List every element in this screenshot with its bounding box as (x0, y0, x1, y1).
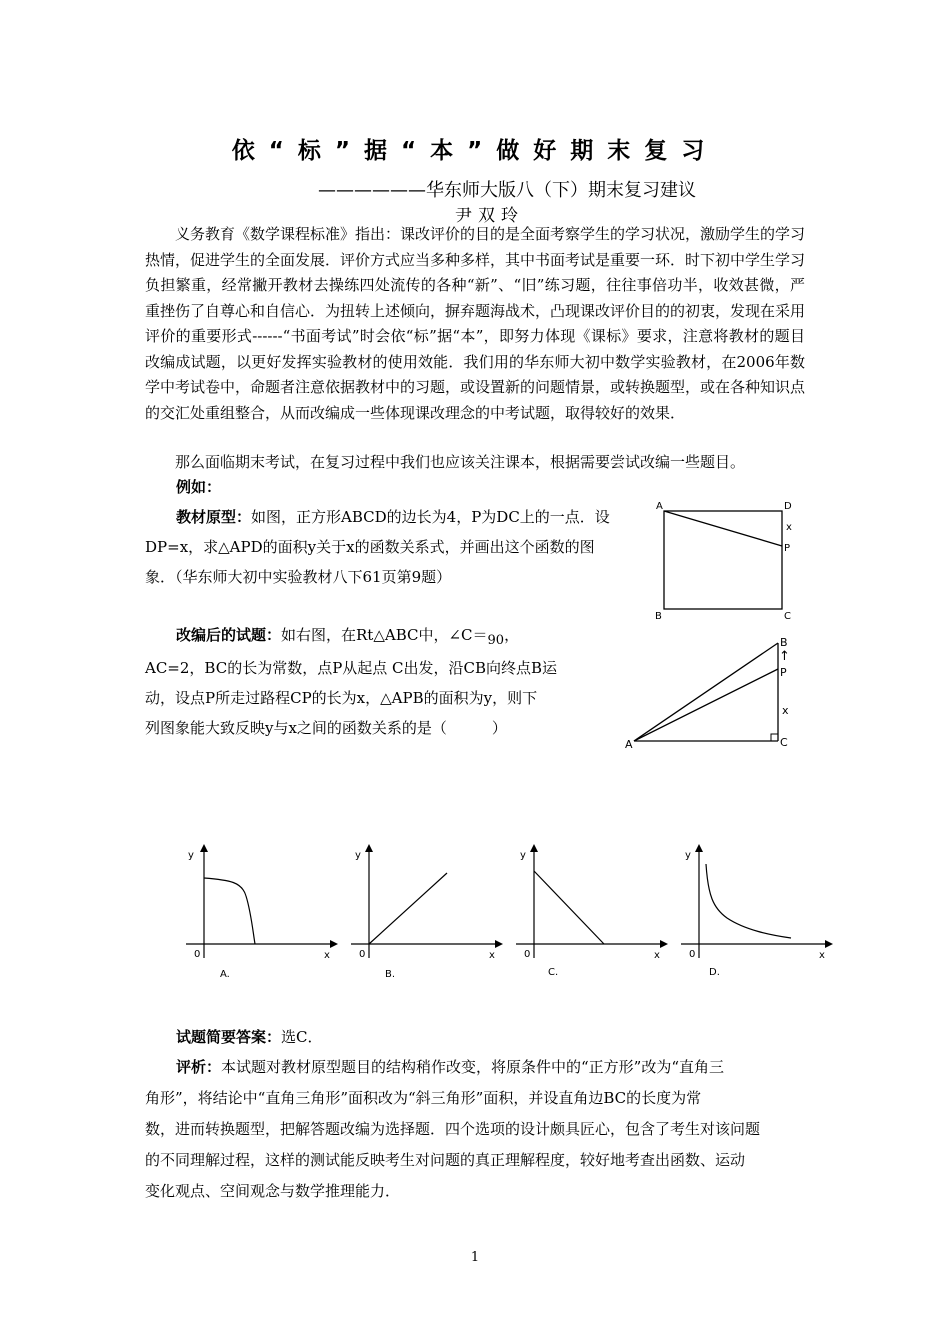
segment-ap (664, 511, 782, 546)
x-axis-arrow-icon (495, 940, 503, 948)
analysis-line-4: 的不同理解过程，这样的测试能反映考生对问题的真正理解程度，较好地考查出函数、运动 (145, 1151, 746, 1169)
textbook-label: 教材原型： (176, 508, 252, 526)
x-label: x (819, 950, 825, 961)
textbook-line-3: 象．（华东师大初中实验教材八下61页第9题） (145, 568, 452, 586)
option-d-graph (675, 840, 835, 985)
adapted-line-1 (176, 623, 519, 649)
x-axis-arrow-icon (825, 940, 833, 948)
square-abcd (664, 511, 782, 609)
adapted-line-3: 动，设点P所走过路程CP的长为x，△APB的面积为y，则下 (145, 689, 538, 707)
adapted-text-1-end: ， (504, 626, 520, 644)
answer-text: 选C． (281, 1028, 323, 1046)
label-c: C (780, 736, 788, 749)
y-axis-arrow-icon (365, 844, 373, 852)
adapted-text-1: 如右图，在Rt△ABC中，∠C＝ (281, 626, 488, 644)
analysis-line-2: 角形”，将结论中“直角三角形”面积改为“斜三角形”面积，并设直角边BC的长度为常 (145, 1089, 702, 1107)
y-label: y (685, 850, 691, 861)
graph-curve (706, 864, 791, 938)
origin-label: 0 (689, 949, 696, 960)
y-label: y (355, 850, 361, 861)
analysis-line-1 (176, 1055, 724, 1080)
y-label: y (520, 850, 526, 861)
author: 尹双玲 (455, 206, 524, 226)
page-number: 1 (470, 1250, 480, 1265)
adapted-line-2: AC=2，BC的长为常数，点P从起点 C出发，沿CB向终点B运 (145, 659, 558, 677)
origin-label: 0 (194, 949, 201, 960)
analysis-text-1: 本试题对教材原型题目的结构稍作改变，将原条件中的“正方形”改为“直角三 (221, 1058, 725, 1076)
textbook-line-2: DP=x，求△APD的面积y关于x的函数关系式，并画出这个函数的图 (145, 538, 595, 556)
x-axis-arrow-icon (660, 940, 668, 948)
arrow-up-icon: ↑ (779, 649, 790, 664)
textbook-text-1: 如图，正方形ABCD的边长为4，P为DC上的一点．设 (251, 508, 610, 526)
label-b: B (780, 636, 788, 649)
right-angle-mark (771, 734, 778, 741)
answer-line (176, 1025, 323, 1050)
graph-line (534, 871, 604, 944)
triangle-figure (620, 632, 800, 752)
answer-label: 试题简要答案： (176, 1028, 282, 1046)
option-c-graph (510, 840, 670, 985)
graph-line (369, 873, 447, 944)
analysis-line-3: 数，进而转换题型，把解答题改编为选择题．四个选项的设计颇具匠心，包含了考生对该问题 (145, 1120, 761, 1138)
y-axis-arrow-icon (530, 844, 538, 852)
graph-curve (204, 878, 255, 944)
option-label: D. (709, 967, 720, 978)
origin-label: 0 (524, 949, 531, 960)
intro-paragraph: 义务教育《数学课程标准》指出：课改评价的目的是全面考察学生的学习状况，激励学生的学习热情，促进学生的全面发展．评价方式应当多种多样，其中书面考试是重要一环．时下初中学生学习负担繁重，经常撇开教材去操练四处流传的各种“新”、“旧”练习题，往往事倍功半，收效甚微，严重挫伤了自尊心和自信心．为扭转上述倾向，摒弃题海战术，凸现课改评价目的的初衷，发现在采用评价的重要形式------“书面考试”时会依“标”据“本”，即努力体现《课标》要求，注意将教材的题目改编成试题，以更好发挥实验教材的使用效能．我们用的华东师大初中数学实验教材，在2006年数学中考试卷中，命题者注意依据教材中的习题，或设置新的问题情景，或转换题型，或在各种知识点的交汇处重组整合，从而改编成一些体现课改理念的中考试题，取得较好的效果． (145, 225, 806, 422)
label-p: P (780, 666, 787, 679)
subtitle: ——————华东师大版八（下）期末复习建议 (318, 180, 696, 201)
angle-value: 90 (487, 633, 505, 648)
analysis-line-5: 变化观点、空间观念与数学推理能力． (145, 1182, 401, 1200)
option-label: B. (385, 969, 396, 980)
side-ab (634, 643, 778, 741)
label-a: A (656, 501, 663, 512)
second-paragraph: 那么面临期末考试，在复习过程中我们也应该关注课本，根据需要尝试改编一些题目。 (175, 453, 746, 471)
label-p: P (784, 543, 791, 554)
origin-label: 0 (359, 949, 366, 960)
square-figure (650, 495, 800, 625)
page-title: 依“标”据“本”做好期末复习 (231, 138, 719, 164)
x-label: x (324, 950, 330, 961)
y-label: y (188, 850, 194, 861)
adapted-label: 改编后的试题： (176, 626, 282, 644)
adapted-line-4: 列图象能大致反映y与x之间的函数关系的是（ ） (145, 719, 507, 737)
label-d: D (784, 501, 792, 512)
label-a: A (625, 738, 633, 751)
label-x: x (786, 522, 792, 533)
option-a-graph (180, 840, 340, 985)
x-label: x (654, 950, 660, 961)
x-label: x (489, 950, 495, 961)
label-c: C (784, 611, 791, 622)
option-b-graph (345, 840, 505, 985)
option-label: A. (220, 969, 230, 980)
label-x: x (782, 704, 789, 717)
option-label: C. (548, 967, 559, 978)
y-axis-arrow-icon (695, 844, 703, 852)
example-label: 例如： (176, 478, 222, 496)
analysis-label: 评析： (176, 1058, 222, 1076)
y-axis-arrow-icon (200, 844, 208, 852)
segment-ap (634, 669, 778, 741)
label-b: B (655, 611, 662, 622)
textbook-line-1 (176, 505, 610, 530)
x-axis-arrow-icon (330, 940, 338, 948)
